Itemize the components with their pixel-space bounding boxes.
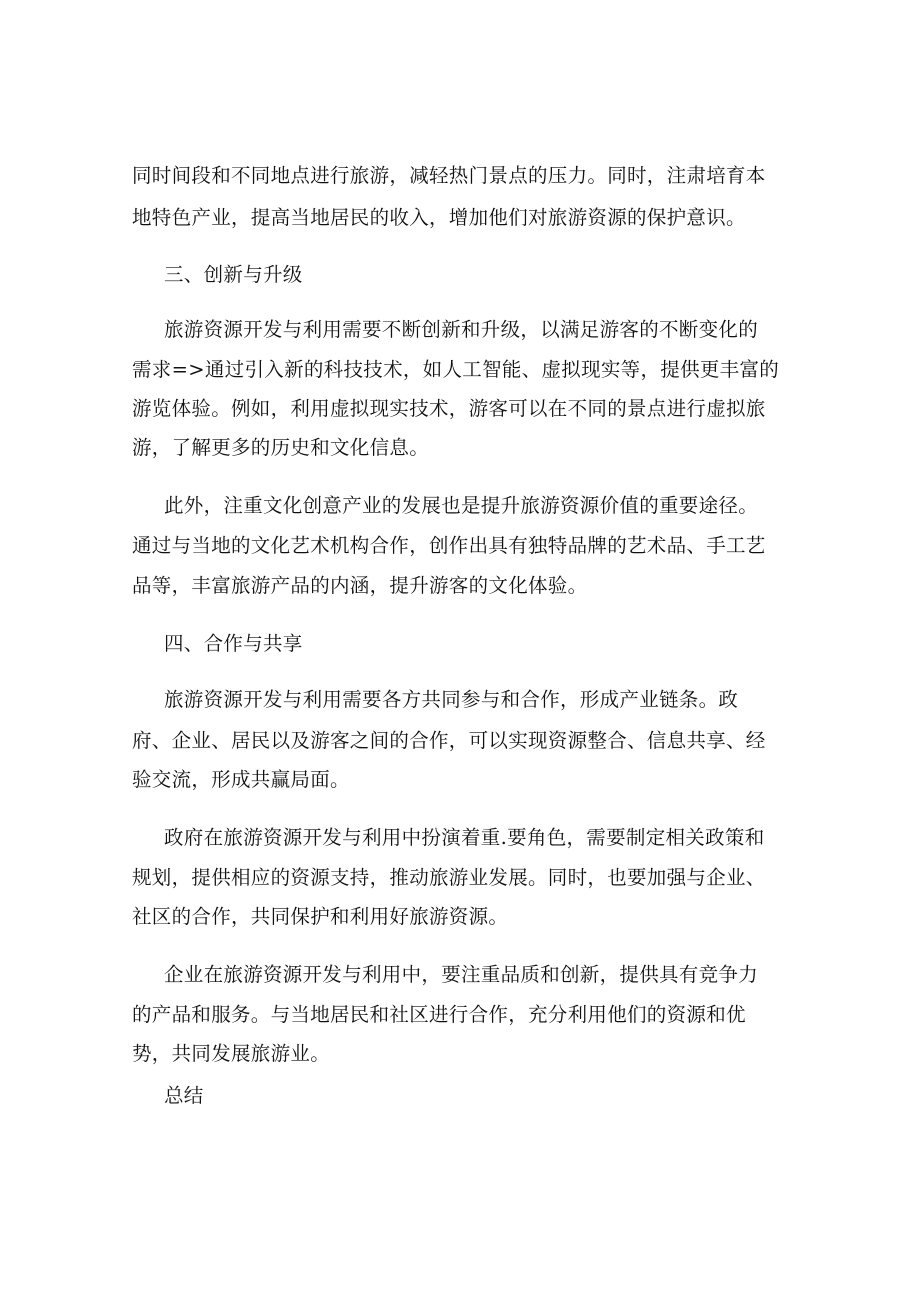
paragraph-line: 旅游资源开发与利用需要各方共同参与和合作，形成产业链条。政: [164, 688, 739, 711]
paragraph-line: 企业在旅游资源开发与利用中，要注重品质和创新，提供具有竞争力: [164, 963, 759, 986]
paragraph-line: 势，共同发展旅游业。: [132, 1042, 331, 1065]
paragraph-line: 旅游资源开发与利用需要不断创新和升级，以满足游客的不断变化的: [164, 318, 759, 341]
paragraph-line: 品等，丰富旅游产品的内涵，提升游客的文化体验。: [132, 574, 588, 597]
paragraph-line: 府、企业、居民以及游客之间的合作，可以实现资源整合、信息共享、经: [132, 729, 766, 752]
paragraph-line: 需求=>通过引入新的科技技术，如人工智能、虚拟现实等，提供更丰富的: [132, 358, 780, 381]
section-heading-cooperation: 四、合作与共享: [164, 632, 303, 655]
paragraph-line: 通过与当地的文化艺术机构合作，创作出具有独特品牌的艺术品、手工艺: [132, 534, 766, 557]
section-heading-innovation: 三、创新与升级: [164, 263, 303, 286]
paragraph-line: 同时间段和不同地点进行旅游，减轻热门景点的压力。同时，注肃培育本: [132, 164, 766, 187]
paragraph-line: 验交流，形成共赢局面。: [132, 768, 350, 791]
paragraph-line: 游览体验。例如，利用虚拟现实技术，游客可以在不同的景点进行虚拟旅: [132, 397, 766, 420]
paragraph-line: 此外，注重文化创意产业的发展也是提升旅游资源价值的重要途径。: [164, 494, 759, 517]
paragraph-line: 规划，提供相应的资源支持，推动旅游业发展。同时，也要加强与企业、: [132, 866, 766, 889]
paragraph-line: 社区的合作，共同保护和利用好旅游资源。: [132, 905, 509, 928]
paragraph-line: 政府在旅游资源开发与利用中扮演着重.要角色，需要制定相关政策和: [164, 826, 765, 849]
paragraph-line: 的产品和服务。与当地居民和社区进行合作，充分利用他们的资源和优: [132, 1003, 746, 1026]
section-heading-summary: 总结: [164, 1084, 204, 1107]
paragraph-line: 游，了解更多的历史和文化信息。: [132, 436, 430, 459]
paragraph-line: 地特色产业，提高当地居民的收入，增加他们对旅游资源的保护意识。: [132, 206, 746, 229]
